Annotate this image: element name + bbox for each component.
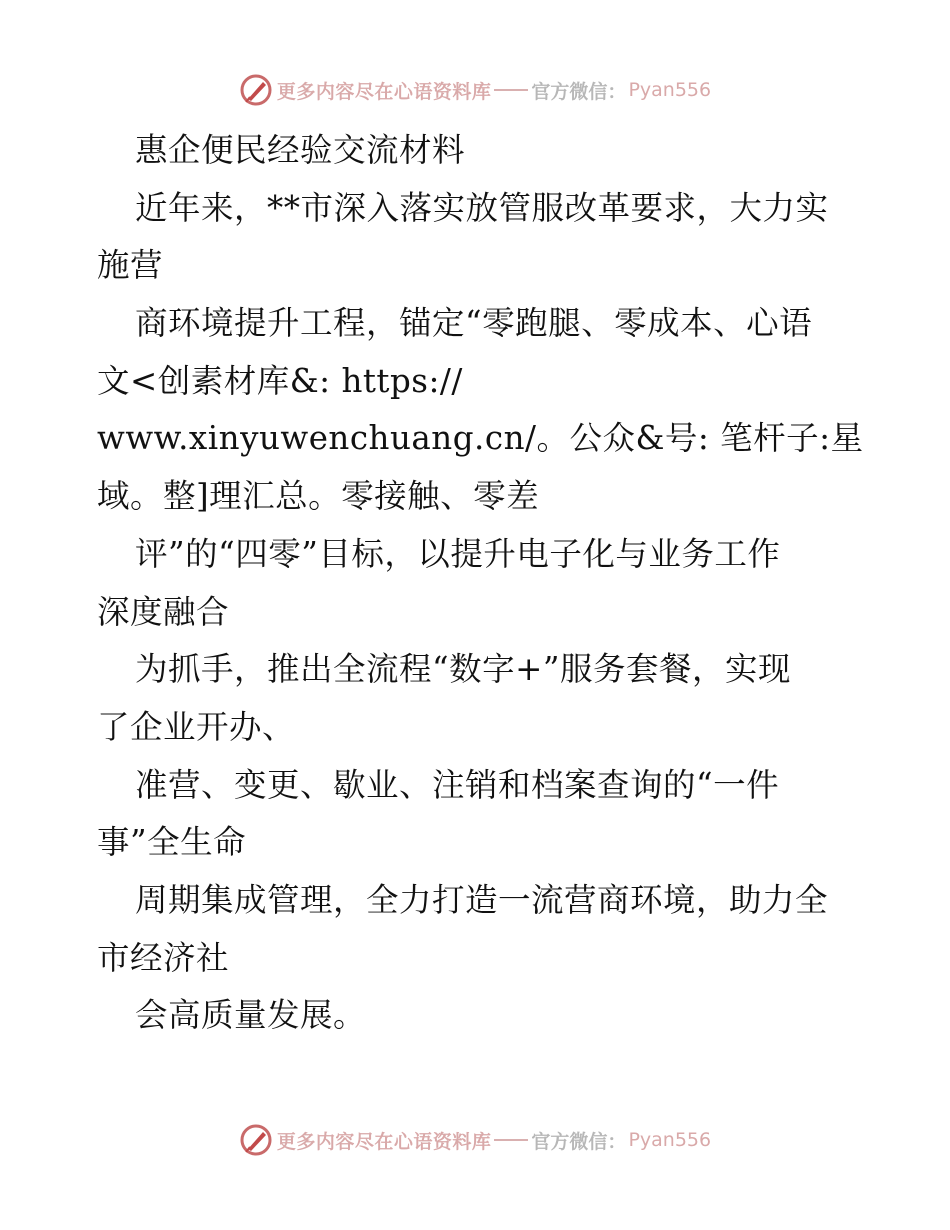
document-body — [97, 122, 867, 1045]
banner-wechat-id: Pyan556 — [628, 79, 712, 101]
footer-banner — [0, 1120, 950, 1160]
header-banner — [0, 70, 950, 110]
paragraph-line: 周期集成管理，全力打造一流营商环境，助力全 — [135, 880, 829, 919]
banner-wechat-label: 官方微信： — [531, 80, 627, 103]
paragraph-line: 评”的“四零”目标，以提升电子化与业务工作 — [135, 534, 781, 573]
paragraph-line: 准营、变更、歇业、注销和档案查询的“一件 — [135, 765, 780, 804]
banner-wechat-label: 官方微信： — [531, 1130, 627, 1153]
banner-wechat-id: Pyan556 — [628, 1129, 712, 1151]
paragraph-line: 近年来，**市深入落实放管服改革要求，大力实 — [135, 188, 829, 227]
document-title: 惠企便民经验交流材料 — [135, 131, 466, 169]
paragraph-line: 会高质量发展。 — [135, 996, 367, 1035]
paragraph-line: 了企业开办、 — [97, 707, 296, 746]
banner-divider — [494, 1139, 528, 1141]
paragraph-line: 深度融合 — [97, 592, 230, 631]
paragraph-line: 事”全生命 — [97, 823, 247, 862]
paragraph-line: 文<创素材库&: https:// — [97, 361, 463, 400]
quill-logo-icon — [239, 73, 273, 107]
paragraph-line: 域。整]理汇总。零接触、零差 — [97, 477, 540, 516]
paragraph-line: 商环境提升工程，锚定“零跑腿、零成本、心语 — [135, 304, 813, 343]
paragraph-line: 为抓手，推出全流程“数字+”服务套餐，实现 — [135, 650, 791, 689]
quill-logo-icon — [239, 1123, 273, 1157]
paragraph-line: 市经济社 — [97, 938, 230, 977]
banner-text: 更多内容尽在心语资料库 — [276, 1130, 492, 1153]
paragraph-line: www.xinyuwenchuang.cn/。公众&号: 笔杆子:星 — [97, 419, 864, 458]
banner-divider — [494, 89, 528, 91]
paragraph-line: 施营 — [97, 246, 164, 285]
banner-text: 更多内容尽在心语资料库 — [276, 80, 492, 103]
